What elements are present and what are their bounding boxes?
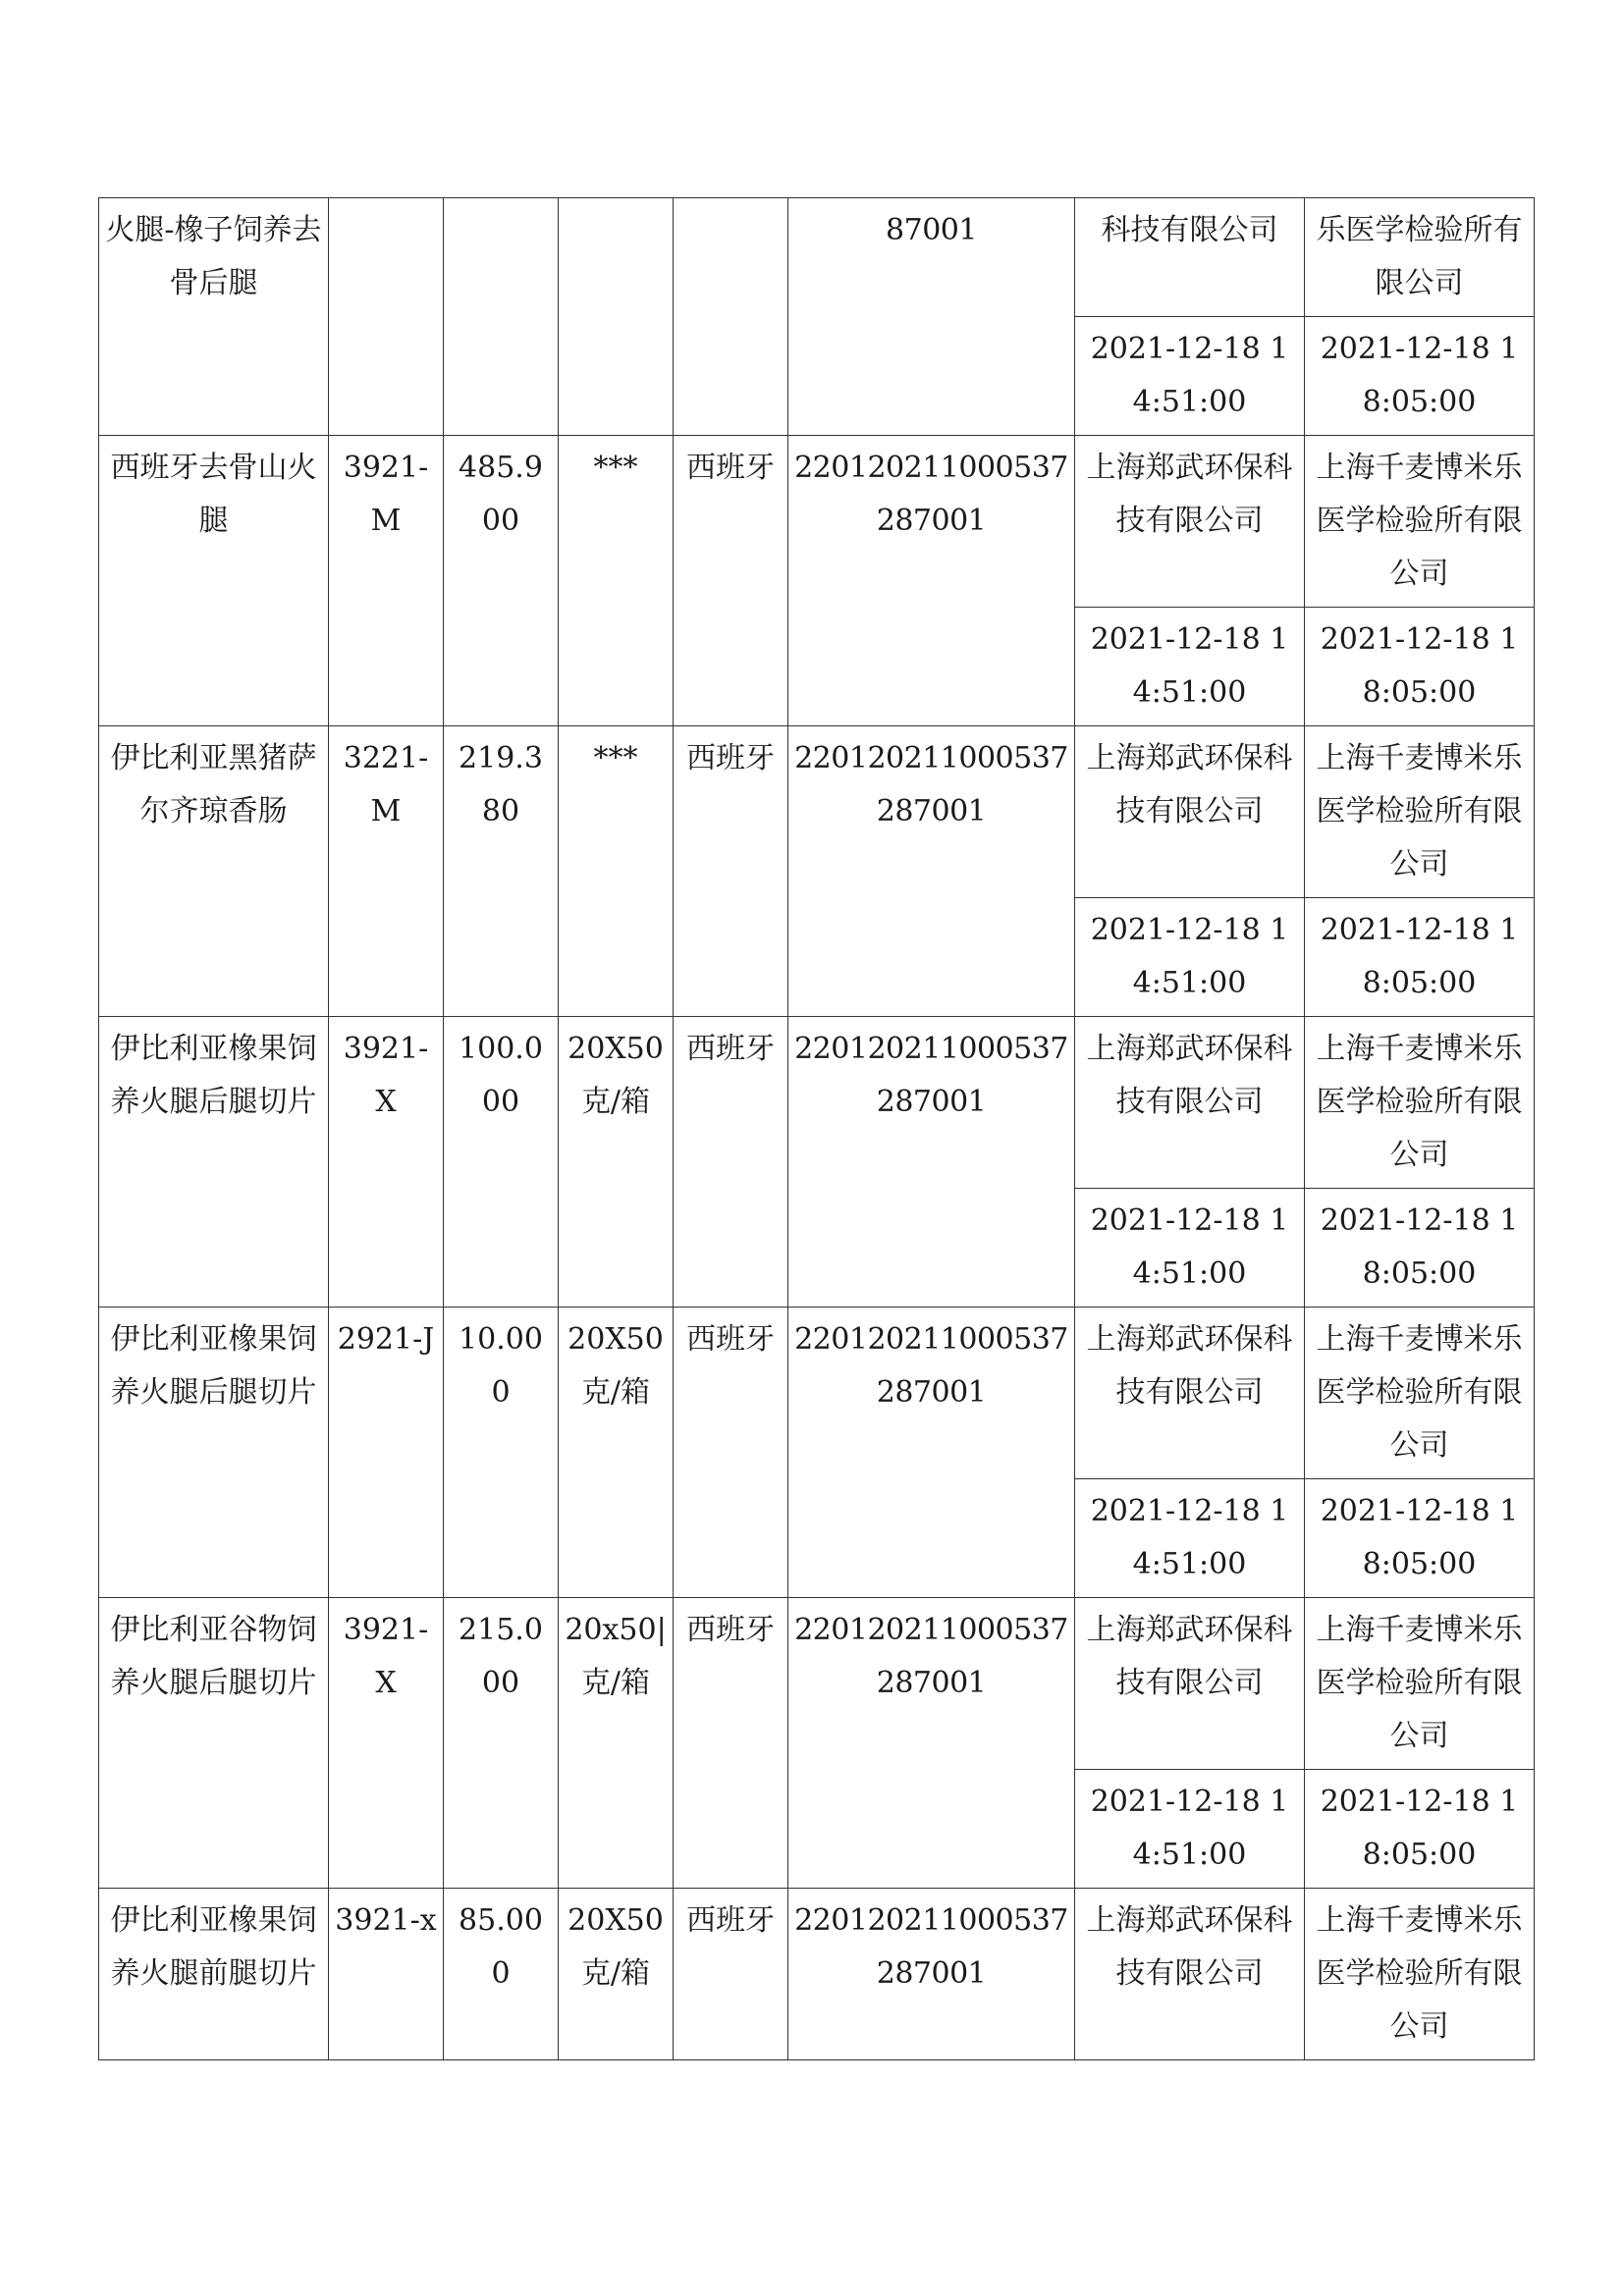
certificate-number-cell: 87001 [788, 198, 1075, 436]
certificate-number-cell: 220120211000537287001 [788, 1308, 1075, 1598]
spec-cell [559, 198, 674, 436]
spec-cell: 20X50克/箱 [559, 1308, 674, 1598]
inspection-table [98, 197, 1535, 2060]
certificate-number-cell: 220120211000537287001 [788, 726, 1075, 1017]
report-time-cell: 2021-12-18 18:05:00 [1305, 608, 1535, 726]
product-code-cell: 3921-M [329, 436, 444, 726]
lab-cell: 上海千麦博米乐医学检验所有限公司 [1305, 436, 1535, 608]
weight-cell: 219.380 [444, 726, 559, 1017]
sample-time-cell: 2021-12-18 14:51:00 [1075, 898, 1305, 1017]
spec-cell: *** [559, 726, 674, 1017]
lab-cell: 上海千麦博米乐医学检验所有限公司 [1305, 1889, 1535, 2060]
consignor-cell: 上海郑武环保科技有限公司 [1075, 436, 1305, 608]
certificate-number-cell: 220120211000537287001 [788, 436, 1075, 726]
consignor-cell: 上海郑武环保科技有限公司 [1075, 1598, 1305, 1770]
origin-cell: 西班牙 [674, 1598, 788, 1889]
product-name-cell: 伊比利亚橡果饲养火腿后腿切片 [99, 1308, 329, 1598]
origin-cell: 西班牙 [674, 726, 788, 1017]
weight-cell [444, 198, 559, 436]
product-name-cell: 伊比利亚橡果饲养火腿后腿切片 [99, 1017, 329, 1308]
product-code-cell: 3921-X [329, 1598, 444, 1889]
report-time-cell: 2021-12-18 18:05:00 [1305, 1770, 1535, 1889]
lab-cell: 上海千麦博米乐医学检验所有限公司 [1305, 726, 1535, 898]
certificate-number-cell: 220120211000537287001 [788, 1598, 1075, 1889]
product-name-cell: 西班牙去骨山火腿 [99, 436, 329, 726]
weight-cell: 485.900 [444, 436, 559, 726]
product-code-cell [329, 198, 444, 436]
spec-cell: *** [559, 436, 674, 726]
origin-cell: 西班牙 [674, 436, 788, 726]
product-code-cell: 2921-J [329, 1308, 444, 1598]
product-code-cell: 3921-X [329, 1017, 444, 1308]
lab-cell: 上海千麦博米乐医学检验所有限公司 [1305, 1017, 1535, 1189]
origin-cell: 西班牙 [674, 1889, 788, 2060]
product-name-cell: 伊比利亚橡果饲养火腿前腿切片 [99, 1889, 329, 2060]
product-name-cell: 伊比利亚黑猪萨尔齐琼香肠 [99, 726, 329, 1017]
consignor-cell: 上海郑武环保科技有限公司 [1075, 1889, 1305, 2060]
lab-cell: 上海千麦博米乐医学检验所有限公司 [1305, 1308, 1535, 1479]
spec-cell: 20x50|克/箱 [559, 1598, 674, 1889]
consignor-cell: 上海郑武环保科技有限公司 [1075, 726, 1305, 898]
report-time-cell: 2021-12-18 18:05:00 [1305, 1479, 1535, 1598]
spec-cell: 20X50克/箱 [559, 1889, 674, 2060]
weight-cell: 100.000 [444, 1017, 559, 1308]
consignor-cell: 上海郑武环保科技有限公司 [1075, 1017, 1305, 1189]
lab-cell: 乐医学检验所有限公司 [1305, 198, 1535, 317]
product-name-cell: 伊比利亚谷物饲养火腿后腿切片 [99, 1598, 329, 1889]
sample-time-cell: 2021-12-18 14:51:00 [1075, 317, 1305, 436]
sample-time-cell: 2021-12-18 14:51:00 [1075, 1479, 1305, 1598]
report-time-cell: 2021-12-18 18:05:00 [1305, 1189, 1535, 1308]
lab-cell: 上海千麦博米乐医学检验所有限公司 [1305, 1598, 1535, 1770]
consignor-cell: 上海郑武环保科技有限公司 [1075, 1308, 1305, 1479]
product-name-cell: 火腿-橡子饲养去骨后腿 [99, 198, 329, 436]
certificate-number-cell: 220120211000537287001 [788, 1889, 1075, 2060]
product-code-cell: 3221-M [329, 726, 444, 1017]
consignor-cell: 科技有限公司 [1075, 198, 1305, 317]
sample-time-cell: 2021-12-18 14:51:00 [1075, 1189, 1305, 1308]
origin-cell: 西班牙 [674, 1017, 788, 1308]
certificate-number-cell: 220120211000537287001 [788, 1017, 1075, 1308]
weight-cell: 85.000 [444, 1889, 559, 2060]
spec-cell: 20X50克/箱 [559, 1017, 674, 1308]
sample-time-cell: 2021-12-18 14:51:00 [1075, 608, 1305, 726]
report-time-cell: 2021-12-18 18:05:00 [1305, 317, 1535, 436]
product-code-cell: 3921-x [329, 1889, 444, 2060]
origin-cell [674, 198, 788, 436]
weight-cell: 10.000 [444, 1308, 559, 1598]
sample-time-cell: 2021-12-18 14:51:00 [1075, 1770, 1305, 1889]
weight-cell: 215.000 [444, 1598, 559, 1889]
report-time-cell: 2021-12-18 18:05:00 [1305, 898, 1535, 1017]
origin-cell: 西班牙 [674, 1308, 788, 1598]
